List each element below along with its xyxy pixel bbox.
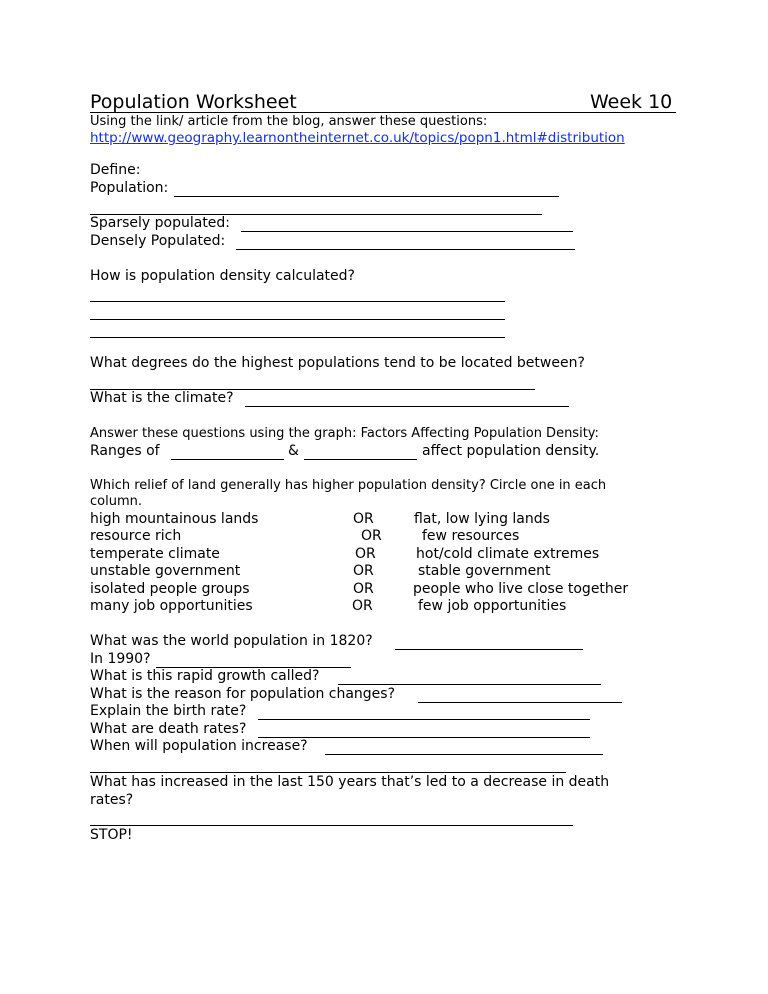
relief-question-line2: column.: [90, 494, 142, 509]
relief-right-option[interactable]: stable government: [418, 563, 551, 579]
relief-left-option[interactable]: many job opportunities: [90, 598, 253, 614]
relief-right-option[interactable]: flat, low lying lands: [414, 511, 550, 527]
q-increased-line1: What has increased in the last 150 years that’s led to a decrease in death: [90, 774, 610, 790]
q-increased-answer-line[interactable]: [90, 825, 573, 826]
relief-or: OR: [361, 528, 382, 544]
stop-label: STOP!: [90, 827, 133, 843]
q-1820: What was the world population in 1820?: [90, 633, 373, 649]
relief-question-line1: Which relief of land generally has higher population density? Circle one in each: [90, 478, 607, 493]
ranges-suffix: affect population density.: [422, 443, 600, 459]
relief-or: OR: [353, 563, 374, 579]
q-reason: What is the reason for population changes?: [90, 686, 396, 702]
relief-left-option[interactable]: high mountainous lands: [90, 511, 259, 527]
sparsely-answer-line[interactable]: [241, 231, 573, 232]
ranges-blank-2[interactable]: [304, 459, 417, 460]
population-answer-line[interactable]: [174, 196, 559, 197]
density-answer-line-3[interactable]: [90, 337, 505, 338]
ranges-blank-1[interactable]: [171, 459, 284, 460]
relief-left-option[interactable]: temperate climate: [90, 546, 220, 562]
relief-or: OR: [353, 511, 374, 527]
density-answer-line-2[interactable]: [90, 319, 505, 320]
q-death-rate: What are death rates?: [90, 721, 247, 737]
q-reason-answer-line[interactable]: [418, 702, 622, 703]
relief-or: OR: [352, 598, 373, 614]
q-increased-line2: rates?: [90, 792, 134, 808]
q-death-rate-answer-line[interactable]: [258, 737, 590, 738]
define-heading: Define:: [90, 162, 141, 178]
relief-right-option[interactable]: hot/cold climate extremes: [416, 546, 600, 562]
title-underline: [90, 112, 676, 113]
q-1990: In 1990?: [90, 651, 151, 667]
q-1820-answer-line[interactable]: [395, 649, 583, 650]
instructions-text: Using the link/ article from the blog, answer these questions:: [90, 114, 488, 129]
relief-left-option[interactable]: unstable government: [90, 563, 241, 579]
q-increase-answer-line[interactable]: [325, 754, 603, 755]
sparsely-label: Sparsely populated:: [90, 215, 231, 231]
relief-left-option[interactable]: isolated people groups: [90, 581, 250, 597]
relief-or: OR: [355, 546, 376, 562]
graph-intro: Answer these questions using the graph: Factors Affecting Population Density:: [90, 426, 599, 441]
week-label: Week 10: [590, 91, 673, 113]
relief-right-option[interactable]: people who live close together: [413, 581, 629, 597]
climate-question: What is the climate?: [90, 390, 234, 406]
relief-or: OR: [353, 581, 374, 597]
degrees-question: What degrees do the highest populations tend to be located between?: [90, 355, 585, 371]
density-question: How is population density calculated?: [90, 268, 355, 284]
worksheet-title: Population Worksheet: [90, 91, 297, 113]
q-rapid-growth: What is this rapid growth called?: [90, 668, 320, 684]
q-increase: When will population increase?: [90, 738, 308, 754]
relief-right-option[interactable]: few job opportunities: [418, 598, 567, 614]
climate-answer-line[interactable]: [245, 406, 569, 407]
relief-right-option[interactable]: few resources: [422, 528, 520, 544]
densely-answer-line[interactable]: [236, 249, 575, 250]
q-birth-rate-answer-line[interactable]: [258, 719, 590, 720]
q-rapid-growth-answer-line[interactable]: [338, 684, 601, 685]
density-answer-line-1[interactable]: [90, 301, 505, 302]
blog-article-link[interactable]: http://www.geography.learnontheinternet.co.uk/topics/popn1.html#distribution: [90, 130, 625, 146]
relief-left-option[interactable]: resource rich: [90, 528, 182, 544]
q-increase-answer-line-2[interactable]: [90, 772, 566, 773]
ranges-ampersand: &: [288, 443, 299, 459]
q-birth-rate: Explain the birth rate?: [90, 703, 247, 719]
densely-label: Densely Populated:: [90, 233, 226, 249]
population-label: Population:: [90, 180, 169, 196]
ranges-prefix: Ranges of: [90, 443, 160, 459]
